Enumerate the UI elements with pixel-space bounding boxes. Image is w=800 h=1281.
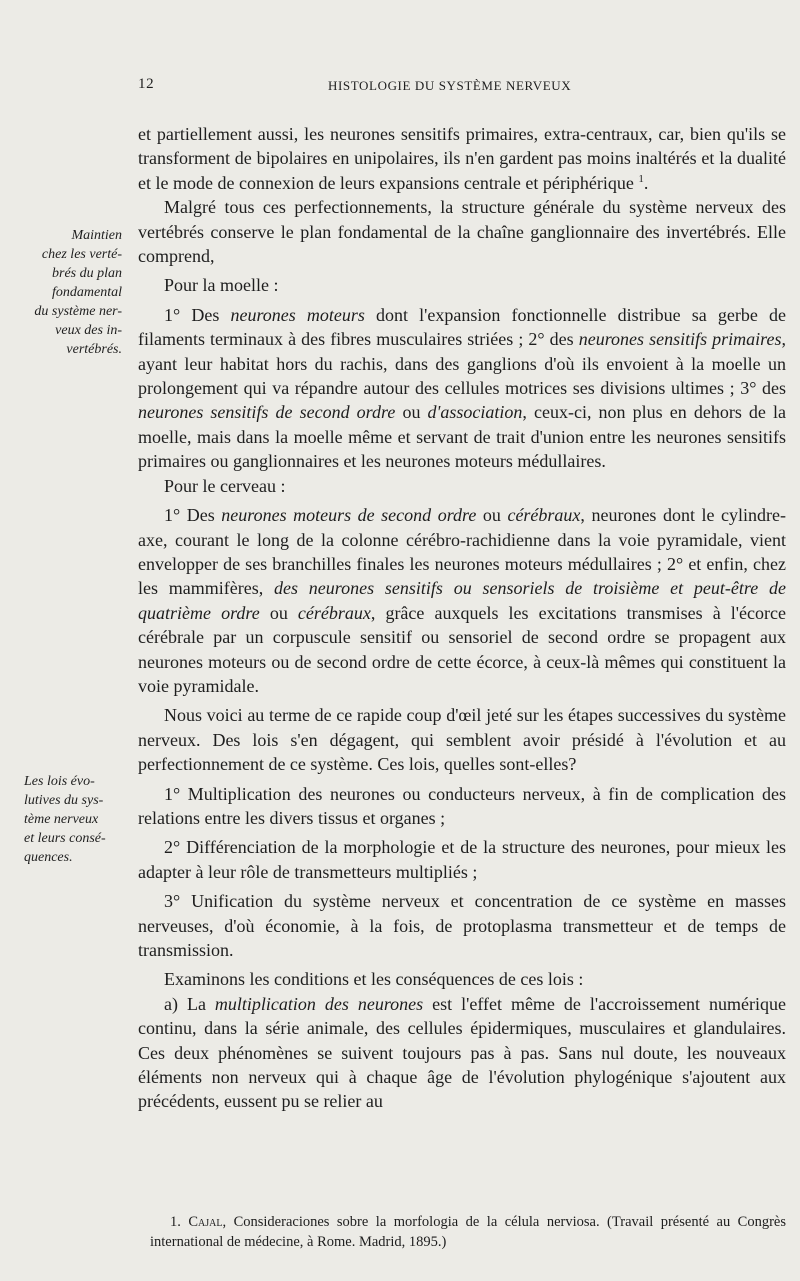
text-run: , grâce auxquels les excitations transmises à l'écorce cérébrale par un corpuscule sensitif ou sensoriel de second ordre se propagent aux neurones moteurs ou de second ordre de cette écorce, à ceux-là mêmes qui constituent la voie pyramidale.	[138, 602, 786, 696]
emphasis: cérébraux	[297, 602, 371, 623]
text-run: , ayant leur habitat hors du rachis, dans des ganglions d'où ils envoient à la moelle un prolongement qui va répandre autour des cellules motrices ses divisions ultimes ; 3° des	[138, 329, 786, 399]
punctuation: .	[643, 172, 649, 193]
paragraph: Examinons les conditions et les conséquences de ces lois :	[164, 969, 584, 990]
emphasis: neurones moteurs de second ordre	[221, 505, 477, 526]
paragraph	[138, 303, 786, 474]
paragraph: Nous voici au terme de ce rapide coup d'œil jeté sur les étapes successives du système nerveux. Des lois s'en dégagent, qui semblent avoir présidé à l'évolution et au perfectionnement de ce système. Ces lois, quelles sont-elles?	[138, 705, 786, 775]
footnote-number: 1.	[170, 1214, 189, 1230]
footnote	[150, 1212, 786, 1252]
margin-note-line: tème nerveux	[24, 812, 99, 827]
paragraph	[138, 503, 786, 698]
margin-note-maintien	[22, 226, 122, 359]
margin-note-line: du système ner-	[34, 304, 122, 319]
text-run: 1° Des	[164, 304, 231, 325]
paragraph	[138, 992, 786, 1114]
emphasis: d'association	[427, 402, 523, 423]
text-run: ou	[395, 402, 428, 423]
emphasis: neurones sensitifs de second ordre	[138, 402, 396, 423]
margin-note-line: et leurs consé-	[24, 831, 106, 846]
paragraph: Malgré tous ces perfectionnements, la structure générale du système nerveux des vertébrés conserve le plan fondamental de la chaîne ganglionnaire des invertébrés. Elle comprend,	[138, 197, 786, 267]
emphasis: neurones moteurs	[230, 304, 365, 325]
margin-note-line: brés du plan	[52, 266, 122, 281]
footnote-author: Cajal	[188, 1214, 223, 1230]
emphasis: neurones sensitifs primaires	[578, 329, 782, 350]
paragraph: 2° Différenciation de la morphologie et de la structure des neurones, pour mieux les adapter à leur rôle de transmetteurs multipliés ;	[138, 837, 786, 882]
margin-note-lois	[24, 772, 118, 867]
margin-note-line: Maintien	[71, 228, 122, 243]
text-run: , neurones dont le cylindre-axe, courant le long de la colonne cérébro-rachidienne dans la voie pyramidale, vient envelopper de ses branchilles finales les neurones moteurs médullaires ; 2° et enfin, chez les mammifères,	[138, 505, 786, 599]
text-run: est l'effet même de l'accroissement numérique continu, dans la série animale, des cellules épidermiques, musculaires et glandulaires. Ces deux phénomènes se suivent toujours pas à pas. Sans nul doute, les nouveaux éléments non nerveux qui à chaque âge de l'évolution phylogénique s'ajoutent aux précédents, eussent pu se relier au	[138, 993, 786, 1112]
footnote-ref: 1	[638, 172, 644, 185]
body-text	[138, 122, 786, 1114]
paragraph	[138, 122, 786, 195]
margin-note-line: Les lois évo-	[24, 774, 95, 789]
margin-note-line: chez les verté-	[41, 247, 122, 262]
page-number: 12	[138, 76, 155, 92]
running-title: HISTOLOGIE DU SYSTÈME NERVEUX	[328, 78, 572, 93]
text-run: ou	[476, 505, 508, 526]
paragraph: 3° Unification du système nerveux et concentration de ce système en masses nerveuses, d'où économie, à la fois, de protoplasma transmetteur et de temps de transmission.	[138, 891, 786, 960]
text-run: ou	[259, 602, 298, 623]
emphasis: cérébraux	[507, 505, 581, 526]
emphasis: multiplication des neurones	[214, 993, 424, 1014]
margin-note-line: fondamental	[52, 285, 122, 300]
emphasis: des neurones sensitifs ou sensoriels de troisième et peut-être de quatrième ordre	[138, 578, 786, 623]
margin-note-line: quences.	[24, 850, 73, 865]
text-run: , ceux-ci, non plus en dehors de la moelle, mais dans la moelle même et servant de trait d'union entre les neurones sensitifs primaires ou ganglionnaires et les neurones moteurs médullaires.	[138, 402, 786, 472]
margin-note-line: vertébrés.	[66, 342, 122, 357]
subheading: Pour le cerveau :	[164, 475, 286, 496]
subheading: Pour la moelle :	[164, 275, 279, 296]
margin-note-line: veux des in-	[55, 323, 122, 338]
running-header	[138, 76, 788, 100]
footnote-text: , Consideraciones sobre la morfologia de la célula nerviosa. (Travail présenté au Congrès international de médecine, à Rome. Madrid, 1895.)	[150, 1214, 787, 1250]
paragraph: 1° Multiplication des neurones ou conducteurs nerveux, à fin de complication des relations entre les divers tissus et organes ;	[138, 783, 786, 828]
text-run: a) La	[164, 993, 215, 1014]
text-run: dont l'expansion fonctionnelle distribue sa gerbe de filaments terminaux à des fibres musculaires striées ; 2° des	[138, 304, 786, 350]
paragraph-text: et partiellement aussi, les neurones sensitifs primaires, extra-centraux, car, bien qu'ils se transforment de bipolaires en unipolaires, ils n'en gardent pas moins inaltérés et la dualité et le mode de connexion de leurs expansions centrale et périphérique	[138, 124, 786, 193]
text-run: 1° Des	[164, 505, 222, 526]
margin-note-line: lutives du sys-	[24, 793, 104, 808]
